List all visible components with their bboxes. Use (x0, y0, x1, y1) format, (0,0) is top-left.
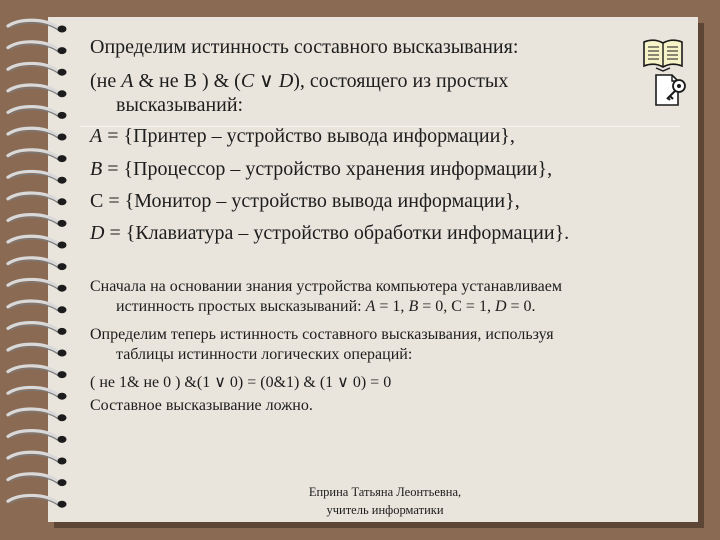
expression-line (90, 68, 508, 93)
paragraph-1-line-1: Сначала на основании знания устройства компьютера устанавливаем (90, 278, 562, 295)
var-b: B (408, 298, 419, 315)
spiral-ring (8, 128, 58, 136)
spiral-ring (8, 387, 58, 395)
expr-text: ), состоящего из простых (293, 70, 509, 92)
spiral-ring (8, 258, 58, 266)
def-var: D (90, 222, 105, 244)
para-text: истинность простых высказываний: (116, 298, 366, 315)
slide-title: Определим истинность составного высказывания: (90, 36, 519, 58)
var-d: D (278, 70, 294, 92)
var-c: С (240, 70, 255, 92)
binding-hole (58, 414, 67, 421)
binding-hole (58, 26, 67, 33)
val-b: = 0, С = 1, (418, 298, 495, 315)
spiral-ring (8, 42, 58, 50)
spiral-ring (8, 452, 58, 460)
var-a: A (365, 298, 376, 315)
spiral-ring (8, 193, 58, 201)
var-d: D (494, 298, 507, 315)
spiral-ring (8, 20, 58, 28)
binding-hole (58, 220, 67, 227)
def-text: С = {Монитор – устройство вывода информации}, (90, 190, 520, 212)
val-a: = 1, (375, 298, 409, 315)
binding-hole (58, 47, 67, 54)
val-d: = 0. (506, 298, 536, 315)
open-book-icon (640, 36, 686, 72)
def-text: = {Процессор – устройство хранения информации}, (102, 158, 553, 180)
binding-hole (58, 242, 67, 249)
def-var: A (90, 125, 103, 147)
binding-hole (58, 69, 67, 76)
spiral-ring (8, 366, 58, 374)
binding-hole (58, 393, 67, 400)
binding-hole (58, 198, 67, 205)
conclusion-line: Составное высказывание ложно. (90, 397, 313, 414)
author-footer (280, 483, 490, 519)
definition-a (90, 125, 515, 148)
binding-hole (58, 177, 67, 184)
binding-hole (58, 306, 67, 313)
binding-hole (58, 134, 67, 141)
binding-hole (58, 155, 67, 162)
definition-c (90, 190, 520, 213)
var-a: A (121, 70, 134, 92)
binding-hole (58, 350, 67, 357)
paragraph-2-line-2: таблицы истинности логических операций: (116, 346, 413, 363)
def-text: = {Принтер – устройство вывода информации}, (102, 125, 515, 147)
spiral-ring (8, 495, 58, 503)
binding-hole (58, 328, 67, 335)
def-text: = {Клавиатура – устройство обработки информации}. (104, 222, 570, 244)
binding-hole (58, 285, 67, 292)
calculation-line: ( не 1& не 0 ) &(1 ∨ 0) = (0&1) & (1 ∨ 0) = 0 (90, 374, 392, 391)
spiral-ring (8, 215, 58, 223)
binding-hole (58, 458, 67, 465)
author-name: Еприна Татьяна Леонтьевна, (308, 485, 462, 499)
spiral-ring (8, 301, 58, 309)
expression-line-cont: высказываний: (116, 94, 244, 116)
spiral-binding (0, 0, 80, 540)
spiral-ring (8, 409, 58, 417)
binding-hole (58, 112, 67, 119)
document-key-icon (652, 72, 692, 108)
binding-hole (58, 501, 67, 508)
spiral-ring (8, 431, 58, 439)
spiral-ring (8, 63, 58, 71)
paragraph-1-line-2 (116, 298, 536, 316)
spiral-ring (8, 236, 58, 244)
binding-hole (58, 90, 67, 97)
spiral-ring (8, 171, 58, 179)
binding-hole (58, 436, 67, 443)
spiral-ring (8, 344, 58, 352)
spiral-ring (8, 85, 58, 93)
paragraph-2-line-1: Определим теперь истинность составного высказывания, используя (90, 326, 554, 343)
or-operator: ∨ (254, 70, 279, 92)
binding-hole (58, 371, 67, 378)
spiral-ring (8, 279, 58, 287)
expr-text: & не В ) & ( (133, 70, 241, 92)
expr-text: (не (90, 70, 122, 92)
def-var: B (90, 158, 103, 180)
spiral-ring (8, 150, 58, 158)
definition-b (90, 158, 552, 181)
spiral-ring (8, 323, 58, 331)
author-role: учитель информатики (326, 503, 444, 517)
binding-hole (58, 263, 67, 270)
definition-d (90, 222, 569, 245)
spiral-ring (8, 107, 58, 115)
binding-hole (58, 479, 67, 486)
spiral-ring (8, 474, 58, 482)
